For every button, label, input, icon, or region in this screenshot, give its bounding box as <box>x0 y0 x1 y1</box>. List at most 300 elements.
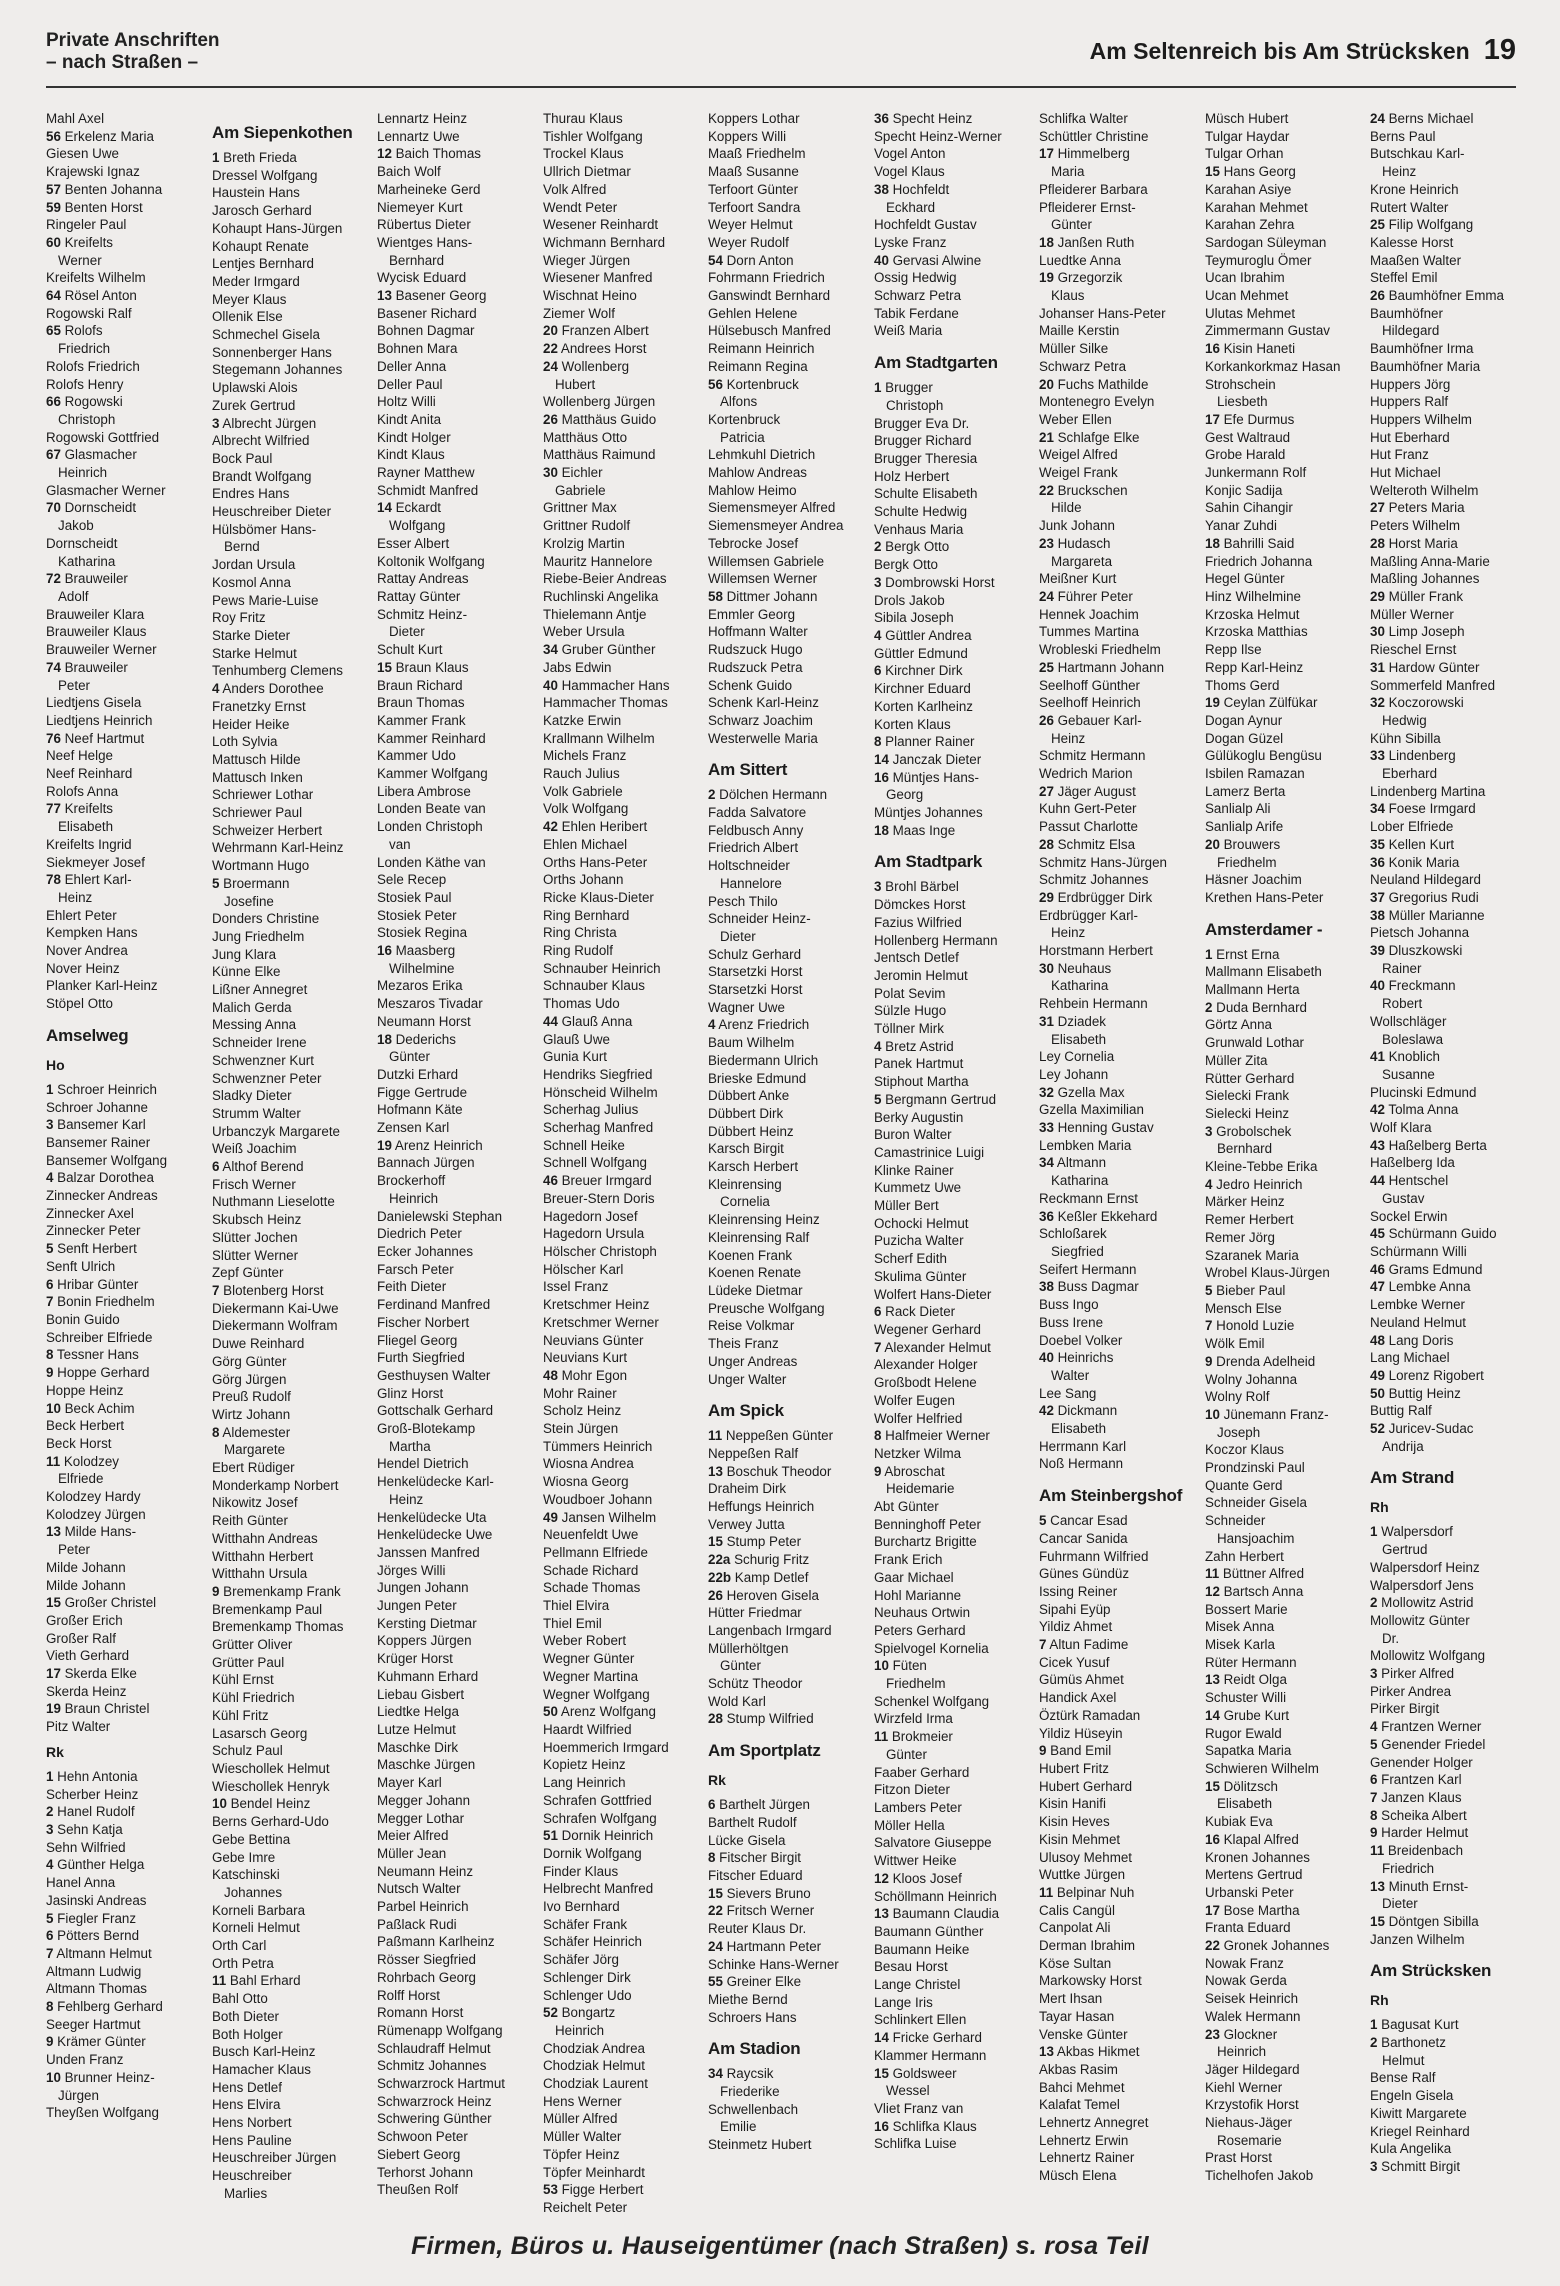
resident-entry: 24 Wollenberg <box>543 358 630 374</box>
resident-entry: 13 Akbas Hikmet <box>1039 2044 1140 2060</box>
house-number: 4 <box>46 1170 54 1186</box>
resident-entry: Dübbert Anke <box>708 1088 790 1104</box>
resident-entry: Dübbert Heinz <box>708 1123 794 1139</box>
house-number: 41 <box>1370 1049 1385 1065</box>
resident-entry: 14 Fricke Gerhard <box>874 2030 982 2046</box>
house-number: 16 <box>874 769 889 785</box>
resident-entry: 24 Hartmann Peter <box>708 1938 822 1954</box>
resident-entry: 3 Pirker Alfred <box>1370 1666 1455 1682</box>
resident-entry: 22 Bruckschen <box>1039 482 1128 498</box>
resident-entry: 21 Schlafge Elke <box>1039 429 1140 445</box>
resident-entry: Starsetzki Horst <box>708 982 803 998</box>
resident-entry: Hendel Dietrich <box>377 1456 469 1472</box>
resident-entry: Koppers Lothar <box>708 111 800 126</box>
directory-column <box>212 110 370 2215</box>
house-number: 3 <box>46 1117 54 1133</box>
resident-entry: 12 Kloos Josef <box>874 1870 962 1886</box>
resident-entry: Schloßarek <box>1039 1226 1107 1242</box>
resident-entry: 7 Honold Luzie <box>1205 1318 1295 1334</box>
resident-entry: 8 Aldemester <box>212 1424 291 1440</box>
house-number: 17 <box>1205 411 1220 427</box>
resident-entry: Dübbert Dirk <box>708 1105 784 1121</box>
resident-entry: Ricke Klaus-Dieter <box>543 889 654 905</box>
house-number: 28 <box>708 1711 723 1727</box>
resident-entry: 25 Filip Wolfgang <box>1370 217 1474 233</box>
resident-entry: Wirzfeld Irma <box>874 1711 953 1727</box>
resident-entry: 32 Gzella Max <box>1039 1084 1125 1100</box>
resident-entry: 9 Hoppe Gerhard <box>46 1365 150 1381</box>
resident-entry: Panek Hartmut <box>874 1056 964 1072</box>
resident-entry: Senft Ulrich <box>46 1258 116 1274</box>
entry-continuation: Wolfgang <box>389 518 446 534</box>
resident-entry: Puzicha Walter <box>874 1233 964 1249</box>
house-number: 55 <box>708 1974 723 1990</box>
entry-continuation: Bernhard <box>1217 1141 1273 1157</box>
house-number: 10 <box>212 1796 227 1812</box>
entry-continuation: Hannelore <box>720 875 782 891</box>
resident-entry: Sanlialp Arife <box>1205 819 1284 835</box>
resident-entry: Ecker Johannes <box>377 1244 474 1259</box>
resident-entry: Weyer Rudolf <box>708 234 789 250</box>
resident-entry: 5 Bergmann Gertrud <box>874 1091 997 1107</box>
resident-entry: Schwarz Joachim <box>708 712 813 728</box>
resident-entry: Mahlow Heimo <box>708 482 797 498</box>
resident-entry: Chodziak Helmut <box>543 2058 645 2074</box>
resident-entry: Niehaus-Jäger <box>1205 2115 1293 2131</box>
resident-entry: Junk Johann <box>1039 518 1115 534</box>
resident-entry: 5 Fiegler Franz <box>46 1910 137 1926</box>
entry-continuation: Heinrich <box>389 1190 439 1206</box>
resident-entry: Rogowski Ralf <box>46 305 132 321</box>
resident-entry: Luedtke Anna <box>1039 252 1121 268</box>
resident-entry: Kindt Klaus <box>377 447 445 463</box>
resident-entry: Stosiek Peter <box>377 907 457 923</box>
section-label <box>46 30 220 74</box>
resident-entry: Canpolat Ali <box>1039 1920 1111 1936</box>
entry-continuation: Andrija <box>1382 1438 1424 1454</box>
resident-entry: Kühn Sibilla <box>1370 730 1441 746</box>
resident-entry: Schlinkert Ellen <box>874 2012 967 2028</box>
resident-entry: Schäfer Heinrich <box>543 1934 642 1950</box>
house-number: 11 <box>46 1453 61 1469</box>
resident-entry: 2 Duda Bernhard <box>1205 999 1307 1015</box>
house-number: 1 <box>1205 946 1213 962</box>
resident-entry: 15 Braun Klaus <box>377 659 469 675</box>
resident-entry: Misek Karla <box>1205 1637 1275 1653</box>
resident-entry: Schmitz Heinz- <box>377 606 468 622</box>
house-number: 9 <box>1205 1353 1213 1369</box>
resident-entry: Biedermann Ulrich <box>708 1052 819 1068</box>
resident-entry: Sommerfeld Manfred <box>1370 677 1496 693</box>
resident-entry: Ferdinand Manfred <box>377 1297 491 1313</box>
street-heading: Am Strücksken <box>1370 1961 1492 1981</box>
resident-entry: Volk Wolfgang <box>543 801 629 817</box>
resident-entry: Cancar Sanida <box>1039 1530 1128 1546</box>
resident-entry: Brugger Eva Dr. <box>874 415 970 431</box>
house-number: 33 <box>1039 1120 1054 1136</box>
resident-entry: Mollowitz Günter <box>1370 1612 1470 1628</box>
resident-entry: Grütter Oliver <box>212 1637 293 1653</box>
resident-entry: 26 Matthäus Guido <box>543 411 657 427</box>
house-number: 31 <box>1039 1013 1054 1029</box>
house-number: 36 <box>1039 1208 1054 1224</box>
resident-entry: Noß Hermann <box>1039 1456 1124 1472</box>
entry-continuation: Patricia <box>720 429 765 445</box>
resident-entry: 52 Juricev-Sudac <box>1370 1421 1474 1437</box>
house-number: 12 <box>1205 1583 1220 1599</box>
resident-entry: Franetzky Ernst <box>212 698 306 714</box>
resident-entry: Diekermann Wolfram <box>212 1318 338 1334</box>
resident-entry: Schade Thomas <box>543 1580 641 1596</box>
resident-entry: Gzella Maximilian <box>1039 1102 1144 1118</box>
resident-entry: Figge Gertrude <box>377 1084 468 1100</box>
resident-entry: Meyer Klaus <box>212 291 287 307</box>
resident-entry: 9 Abroschat <box>874 1463 945 1479</box>
resident-entry: 6 Barthelt Jürgen <box>708 1797 810 1813</box>
directory-column <box>46 110 204 2215</box>
resident-entry: Pesch Thilo <box>708 893 778 909</box>
resident-entry: Rieschel Ernst <box>1370 642 1457 658</box>
entry-continuation: Elfriede <box>58 1471 104 1487</box>
resident-entry: Wolny Rolf <box>1205 1389 1270 1405</box>
resident-entry: 4 Jedro Heinrich <box>1205 1176 1303 1192</box>
resident-entry: Niemeyer Kurt <box>377 199 463 215</box>
resident-entry: Bahl Otto <box>212 1991 268 2007</box>
resident-entry: Walpersdorf Heinz <box>1370 1559 1480 1575</box>
entry-continuation: Hilde <box>1051 500 1082 516</box>
resident-entry: 26 Baumhöfner Emma <box>1370 288 1504 304</box>
resident-entry: Mohr Rainer <box>543 1385 617 1401</box>
resident-entry: Junkermann Rolf <box>1205 465 1307 481</box>
resident-entry: Brieske Edmund <box>708 1070 807 1086</box>
directory-column <box>377 110 535 2215</box>
resident-entry: Nutsch Walter <box>377 1881 461 1897</box>
resident-entry: Braun Thomas <box>377 695 465 711</box>
resident-entry: 6 Kirchner Dirk <box>874 663 963 679</box>
resident-entry: Welteroth Wilhelm <box>1370 482 1479 498</box>
resident-entry: Schlenger Dirk <box>543 1969 631 1985</box>
house-number: 36 <box>1370 854 1385 870</box>
resident-entry: Sielecki Heinz <box>1205 1105 1290 1121</box>
resident-entry: 3 Brohl Bärbel <box>874 879 959 895</box>
house-number: 78 <box>46 872 61 888</box>
resident-entry: Esser Albert <box>377 535 450 551</box>
resident-entry: Buron Walter <box>874 1127 952 1143</box>
resident-entry: Parbel Heinrich <box>377 1899 469 1915</box>
house-number: 7 <box>874 1339 882 1355</box>
resident-entry: Müller Werner <box>1370 606 1454 622</box>
house-number: 7 <box>1370 1789 1378 1805</box>
resident-entry: Görg Günter <box>212 1353 287 1369</box>
entry-continuation: Günter <box>720 1658 761 1674</box>
house-number: 51 <box>543 1828 558 1844</box>
resident-entry: Schmitz Johannes <box>377 2058 487 2074</box>
entry-continuation: Marlies <box>224 2185 268 2201</box>
resident-entry: Prondzinski Paul <box>1205 1460 1305 1476</box>
resident-entry: Korneli Helmut <box>212 1920 300 1936</box>
resident-entry: Holtz Willi <box>377 394 436 410</box>
house-number: 32 <box>1039 1084 1054 1100</box>
resident-entry: 13 Baumann Claudia <box>874 1906 1000 1922</box>
resident-entry: Schwellenbach <box>708 2101 799 2117</box>
resident-entry: Maaß Friedhelm <box>708 146 806 162</box>
resident-entry: Koenen Renate <box>708 1265 802 1281</box>
resident-entry: 2 Mollowitz Astrid <box>1370 1595 1474 1611</box>
resident-entry: 6 Rack Dieter <box>874 1304 956 1320</box>
house-number: 15 <box>708 1534 723 1550</box>
resident-entry: 30 Limp Joseph <box>1370 624 1465 640</box>
resident-entry: 46 Grams Edmund <box>1370 1261 1483 1277</box>
resident-entry: Lange Iris <box>874 1994 933 2010</box>
resident-entry: 30 Neuhaus <box>1039 960 1112 976</box>
house-number: 22b <box>708 1569 732 1585</box>
resident-entry: Pirker Birgit <box>1370 1701 1440 1717</box>
footer-note: Firmen, Büros u. Hauseigentümer (nach Straßen) s. rosa Teil <box>411 2232 1149 2260</box>
resident-entry: 15 Goldsweer <box>874 2065 957 2081</box>
resident-entry: Lang Michael <box>1370 1350 1450 1366</box>
resident-entry: Neuvians Günter <box>543 1332 644 1348</box>
resident-entry: 50 Buttig Heinz <box>1370 1385 1461 1401</box>
resident-entry: Schwarz Petra <box>874 288 962 304</box>
resident-entry: Rudszuck Hugo <box>708 642 803 658</box>
resident-entry: Reith Günter <box>212 1513 288 1529</box>
house-number: 15 <box>377 659 392 675</box>
entry-continuation: Martha <box>389 1438 431 1454</box>
resident-entry: 7 Altmann Helmut <box>46 1945 152 1961</box>
resident-entry: 5 Broermann <box>212 875 290 891</box>
resident-entry: Neuenfeldt Uwe <box>543 1527 639 1543</box>
resident-entry: Siebert Georg <box>377 2146 461 2162</box>
resident-entry: Dogan Güzel <box>1205 730 1284 746</box>
resident-entry: Hölscher Karl <box>543 1261 624 1277</box>
house-number: 22a <box>708 1552 731 1568</box>
resident-entry: Slütter Jochen <box>212 1229 298 1245</box>
resident-entry: Mollowitz Wolfgang <box>1370 1648 1486 1664</box>
resident-entry: Issing Reiner <box>1039 1583 1118 1599</box>
resident-entry: Schneider Gisela <box>1205 1495 1307 1511</box>
resident-entry: 42 Tolma Anna <box>1370 1102 1459 1118</box>
resident-entry: Müller Bert <box>874 1198 939 1214</box>
resident-entry: Kindt Holger <box>377 429 451 445</box>
entry-continuation: Werner <box>58 252 102 268</box>
resident-entry: Huppers Jörg <box>1370 376 1451 392</box>
resident-entry: Wieschollek Henryk <box>212 1778 330 1794</box>
entry-continuation: Jürgen <box>58 2087 99 2103</box>
resident-entry: Töllner Mirk <box>874 1021 944 1037</box>
resident-entry: Endres Hans <box>212 486 290 502</box>
house-number: 8 <box>212 1424 220 1440</box>
resident-entry: Calis Cangül <box>1039 1902 1115 1918</box>
resident-entry: Schriewer Lothar <box>212 787 314 803</box>
resident-entry: Rolofs Anna <box>46 783 119 799</box>
resident-entry: Volk Gabriele <box>543 783 623 799</box>
resident-entry: Rogowski Gottfried <box>46 429 160 445</box>
resident-entry: Fohrmann Friedrich <box>708 270 825 286</box>
resident-entry: Krzystofik Horst <box>1205 2097 1299 2113</box>
resident-entry: 16 Müntjes Hans- <box>874 769 979 785</box>
resident-entry: Brockerhoff <box>377 1173 446 1189</box>
resident-entry: 6 Pötters Bernd <box>46 1928 140 1944</box>
resident-entry: Lißner Annegret <box>212 982 308 998</box>
resident-entry: Ullrich Dietmar <box>543 164 631 180</box>
house-number: 2 <box>1370 2035 1378 2051</box>
resident-entry: Both Holger <box>212 2026 283 2042</box>
resident-entry: Koltonik Wolfgang <box>377 553 485 569</box>
resident-entry: 9 Band Emil <box>1039 1743 1112 1759</box>
resident-entry: Hollenberg Hermann <box>874 932 998 948</box>
resident-entry: Libera Ambrose <box>377 783 471 799</box>
resident-entry: 28 Horst Maria <box>1370 535 1458 551</box>
resident-entry: Trockel Klaus <box>543 146 624 162</box>
house-number: 31 <box>1370 659 1385 675</box>
entry-continuation: Peter <box>58 1542 91 1558</box>
house-number: 14 <box>377 500 392 516</box>
directory-column <box>543 110 701 2215</box>
resident-entry: 9 Drenda Adelheid <box>1205 1353 1316 1369</box>
resident-entry: Diedrich Peter <box>377 1226 462 1242</box>
street-heading: Am Sittert <box>708 760 788 780</box>
resident-entry: 10 Füten <box>874 1658 927 1674</box>
resident-entry: Hanel Anna <box>46 1875 116 1891</box>
resident-entry: 20 Brouwers <box>1205 836 1281 852</box>
resident-entry: 5 Cancar Esad <box>1039 1513 1128 1529</box>
resident-entry: 48 Lang Doris <box>1370 1332 1454 1348</box>
entry-continuation: Dieter <box>389 624 425 640</box>
resident-entry: Liebau Gisbert <box>377 1686 465 1702</box>
resident-entry: Kosmol Anna <box>212 574 291 590</box>
resident-entry: Jentsch Detlef <box>874 950 959 966</box>
resident-entry: Stegemann Johannes <box>212 362 343 378</box>
resident-entry: Schwering Günther <box>377 2111 492 2127</box>
resident-entry: 42 Dickmann <box>1039 1403 1118 1419</box>
house-number: 11 <box>1039 1884 1054 1900</box>
resident-entry: 34 Raycsik <box>708 2066 774 2082</box>
resident-entry: 20 Franzen Albert <box>543 323 649 339</box>
house-number: 5 <box>46 1241 54 1257</box>
resident-entry: Vogel Klaus <box>874 164 945 180</box>
resident-entry: Wirtz Johann <box>212 1406 291 1422</box>
resident-entry: Glinz Horst <box>377 1385 444 1401</box>
resident-entry: Tulgar Orhan <box>1205 146 1284 162</box>
resident-entry: 19 Braun Christel <box>46 1701 150 1717</box>
resident-entry: Hegel Günter <box>1205 571 1285 587</box>
resident-entry: 16 Maasberg <box>377 943 456 959</box>
house-number: 3 <box>46 1821 54 1837</box>
house-number: 40 <box>1370 978 1385 994</box>
entry-continuation: Elisabeth <box>1051 1421 1107 1437</box>
resident-entry: Kuhn Gert-Peter <box>1039 801 1137 817</box>
resident-entry: 2 Barthonetz <box>1370 2035 1446 2051</box>
resident-entry: 6 Frantzen Karl <box>1370 1772 1462 1788</box>
resident-entry: Megger Lothar <box>377 1810 465 1826</box>
entry-continuation: Heinrich <box>555 2022 605 2038</box>
resident-entry: Yanar Zuhdi <box>1205 518 1277 534</box>
house-number: 15 <box>46 1595 61 1611</box>
house-number: 5 <box>1370 1736 1378 1752</box>
resident-entry: Schneider Heinz- <box>708 911 811 927</box>
house-number: 19 <box>377 1137 392 1153</box>
resident-entry: Kreifelts Ingrid <box>46 836 132 852</box>
resident-entry: Yildiz Hüseyin <box>1039 1725 1123 1741</box>
resident-entry: 13 Minuth Ernst- <box>1370 1878 1469 1894</box>
resident-entry: Schürmann Willi <box>1370 1244 1467 1259</box>
resident-entry: Kammer Udo <box>377 748 456 764</box>
entry-continuation: Hansjoachim <box>1217 1530 1295 1546</box>
resident-entry: Markowsky Horst <box>1039 1973 1142 1989</box>
resident-entry: Hoppe Heinz <box>46 1382 124 1398</box>
entry-continuation: Adolf <box>58 588 89 604</box>
resident-entry: 38 Hochfeldt <box>874 181 950 197</box>
resident-entry: Emmler Georg <box>708 606 796 622</box>
house-number: 39 <box>1370 943 1385 959</box>
resident-entry: Haßelberg Ida <box>1370 1155 1455 1171</box>
resident-entry: Rehbein Hermann <box>1039 996 1148 1012</box>
resident-entry: 11 Neppeßen Günter <box>708 1428 834 1444</box>
resident-entry: Witthahn Ursula <box>212 1566 308 1582</box>
resident-entry: 2 Bergk Otto <box>874 539 950 555</box>
resident-entry: Müntjes Johannes <box>874 805 983 821</box>
resident-entry: 19 Ceylan Zülfükar <box>1205 695 1318 711</box>
house-number: 20 <box>1205 836 1220 852</box>
house-number: 13 <box>1205 1672 1220 1688</box>
house-number: 15 <box>1205 1778 1220 1794</box>
resident-entry: Kleine-Tebbe Erika <box>1205 1159 1318 1175</box>
resident-entry: Furth Siegfried <box>377 1350 465 1366</box>
house-number: 50 <box>543 1704 558 1720</box>
resident-entry: Jungen Peter <box>377 1598 457 1614</box>
resident-entry: Lehnertz Rainer <box>1039 2150 1135 2166</box>
resident-entry: 3 Albrecht Jürgen <box>212 415 317 431</box>
resident-entry: Ollenik Else <box>212 309 283 325</box>
entry-continuation: Elisabeth <box>1051 1031 1107 1047</box>
house-number: 46 <box>1370 1261 1385 1277</box>
house-number: 40 <box>874 252 889 268</box>
house-number: 6 <box>708 1797 716 1813</box>
entry-continuation: Bernd <box>224 539 260 555</box>
resident-entry: 70 Dornscheidt <box>46 500 137 516</box>
resident-entry: Schulte Hedwig <box>874 504 968 520</box>
resident-entry: Kirchner Eduard <box>874 681 971 697</box>
resident-entry: Netzker Wilma <box>874 1445 962 1461</box>
resident-entry: Terfoort Günter <box>708 181 799 197</box>
resident-entry: Wedrich Marion <box>1039 766 1133 782</box>
resident-entry: Remer Jörg <box>1205 1229 1275 1245</box>
resident-entry: 5 Bieber Paul <box>1205 1283 1286 1298</box>
resident-entry: Sipahi Eyüp <box>1039 1601 1111 1617</box>
resident-entry: Liedtke Helga <box>377 1704 459 1720</box>
resident-entry: Schulz Paul <box>212 1743 283 1759</box>
entry-continuation: Katharina <box>58 553 116 569</box>
resident-entry: Loth Sylvia <box>212 734 278 750</box>
resident-entry: Wold Karl <box>708 1693 766 1709</box>
resident-entry: Unger Walter <box>708 1371 787 1387</box>
resident-entry: Skubsch Heinz <box>212 1212 302 1228</box>
entry-continuation: Friedrich <box>1382 1860 1435 1876</box>
house-number: 67 <box>46 447 61 463</box>
resident-entry: Langenbach Irmgard <box>708 1622 832 1638</box>
resident-entry: 4 Bretz Astrid <box>874 1038 954 1054</box>
resident-entry: Weiß Joachim <box>212 1141 297 1157</box>
house-number: 26 <box>543 411 558 427</box>
resident-entry: Rüter Hermann <box>1205 1654 1297 1670</box>
resident-entry: 29 Müller Frank <box>1370 588 1464 604</box>
resident-entry: Klinke Rainer <box>874 1162 954 1178</box>
resident-entry: Gülükoglu Bengüsu <box>1205 748 1322 764</box>
resident-entry: Starke Helmut <box>212 645 297 661</box>
resident-entry: 16 Kisin Haneti <box>1205 341 1296 357</box>
house-number: 38 <box>874 181 889 197</box>
street-heading: Am Stadion <box>708 2039 801 2059</box>
